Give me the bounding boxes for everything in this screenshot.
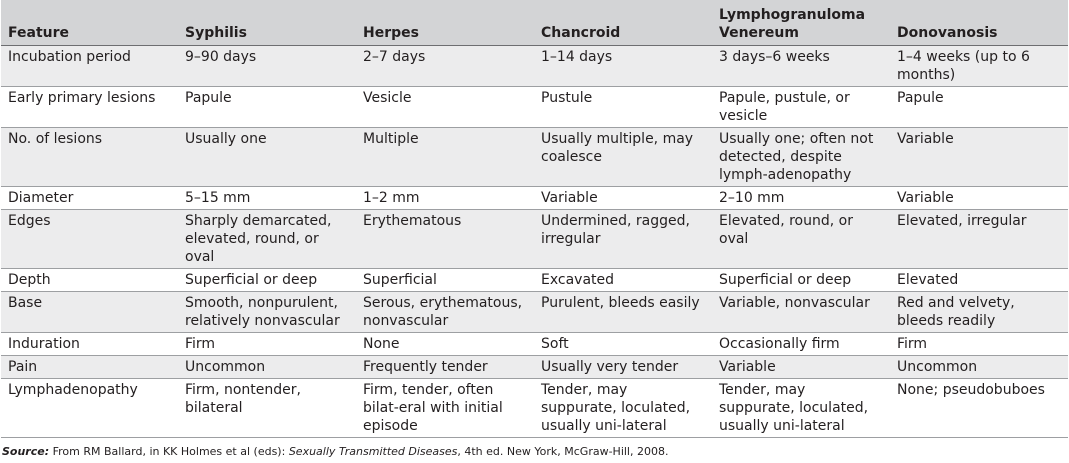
table-cell: Red and velvety, bleeds readily bbox=[890, 292, 1068, 333]
table-row bbox=[1, 187, 1068, 210]
table-cell: Lymphadenopathy bbox=[1, 379, 178, 438]
table-cell: Multiple bbox=[356, 128, 534, 187]
table-cell: 1–4 weeks (up to 6 months) bbox=[890, 46, 1068, 87]
table-cell: Pain bbox=[1, 356, 178, 379]
table-header bbox=[1, 0, 1068, 46]
table-row bbox=[1, 46, 1068, 87]
table-cell: 5–15 mm bbox=[178, 187, 356, 210]
source-book-title: Sexually Transmitted Diseases bbox=[288, 445, 458, 458]
table-cell: Tender, may suppurate, loculated, usually uni-lateral bbox=[712, 379, 890, 438]
table-cell: Usually multiple, may coalesce bbox=[534, 128, 712, 187]
table-row bbox=[1, 333, 1068, 356]
header-herpes: Herpes bbox=[356, 0, 534, 46]
table-cell: Variable bbox=[890, 128, 1068, 187]
table-cell: Firm, nontender, bilateral bbox=[178, 379, 356, 438]
table-cell: Serous, erythematous, nonvascular bbox=[356, 292, 534, 333]
table-cell: Smooth, nonpurulent, relatively nonvascular bbox=[178, 292, 356, 333]
header-chancroid: Chancroid bbox=[534, 0, 712, 46]
table-cell: Papule, pustule, or vesicle bbox=[712, 87, 890, 128]
table-cell: None bbox=[356, 333, 534, 356]
table-cell: Variable bbox=[890, 187, 1068, 210]
table-cell: Erythematous bbox=[356, 210, 534, 269]
table-cell: Depth bbox=[1, 269, 178, 292]
table-cell: Diameter bbox=[1, 187, 178, 210]
header-lymphogranuloma-venereum: Lymphogranuloma Venereum bbox=[712, 0, 890, 46]
table-body bbox=[1, 46, 1068, 438]
table-cell: Uncommon bbox=[178, 356, 356, 379]
table-cell: Base bbox=[1, 292, 178, 333]
table-cell: Usually very tender bbox=[534, 356, 712, 379]
table-cell: Firm bbox=[890, 333, 1068, 356]
table-cell: Soft bbox=[534, 333, 712, 356]
table-cell: Vesicle bbox=[356, 87, 534, 128]
source-text-after: , 4th ed. New York, McGraw-Hill, 2008. bbox=[457, 445, 669, 458]
table-cell: Papule bbox=[178, 87, 356, 128]
table-cell: Purulent, bleeds easily bbox=[534, 292, 712, 333]
table-cell: None; pseudobuboes bbox=[890, 379, 1068, 438]
source-note bbox=[2, 445, 668, 459]
table-cell: Superficial bbox=[356, 269, 534, 292]
table-cell: Papule bbox=[890, 87, 1068, 128]
source-label: Source: bbox=[2, 445, 50, 458]
table-cell: Early primary lesions bbox=[1, 87, 178, 128]
table-cell: Usually one bbox=[178, 128, 356, 187]
table-cell: Variable bbox=[712, 356, 890, 379]
table-cell: 2–7 days bbox=[356, 46, 534, 87]
table-cell: Superficial or deep bbox=[178, 269, 356, 292]
table-cell: Usually one; often not detected, despite lymph-adenopathy bbox=[712, 128, 890, 187]
table-row bbox=[1, 210, 1068, 269]
table-cell: Elevated, round, or oval bbox=[712, 210, 890, 269]
header-syphilis: Syphilis bbox=[178, 0, 356, 46]
table-cell: Elevated bbox=[890, 269, 1068, 292]
table-cell: Variable bbox=[534, 187, 712, 210]
table-cell: 1–14 days bbox=[534, 46, 712, 87]
table-cell: 2–10 mm bbox=[712, 187, 890, 210]
table-cell: 1–2 mm bbox=[356, 187, 534, 210]
header-row bbox=[1, 0, 1068, 46]
table-row bbox=[1, 379, 1068, 438]
comparison-table bbox=[1, 0, 1068, 438]
table-cell: Induration bbox=[1, 333, 178, 356]
table-cell: Variable, nonvascular bbox=[712, 292, 890, 333]
table-cell: Elevated, irregular bbox=[890, 210, 1068, 269]
table-cell: Uncommon bbox=[890, 356, 1068, 379]
table-cell: 3 days–6 weeks bbox=[712, 46, 890, 87]
table-cell: Firm bbox=[178, 333, 356, 356]
table-cell: Firm, tender, often bilat-eral with initial episode bbox=[356, 379, 534, 438]
header-donovanosis: Donovanosis bbox=[890, 0, 1068, 46]
table-cell: Undermined, ragged, irregular bbox=[534, 210, 712, 269]
table-row bbox=[1, 292, 1068, 333]
table-row bbox=[1, 356, 1068, 379]
table-cell: Frequently tender bbox=[356, 356, 534, 379]
table-cell: 9–90 days bbox=[178, 46, 356, 87]
table-cell: Superficial or deep bbox=[712, 269, 890, 292]
table-cell: Occasionally firm bbox=[712, 333, 890, 356]
table-cell: Sharply demarcated, elevated, round, or oval bbox=[178, 210, 356, 269]
source-text-before: From RM Ballard, in KK Holmes et al (eds): bbox=[49, 445, 289, 458]
table-row bbox=[1, 87, 1068, 128]
table-cell: Excavated bbox=[534, 269, 712, 292]
table-cell: No. of lesions bbox=[1, 128, 178, 187]
table-cell: Tender, may suppurate, loculated, usually uni-lateral bbox=[534, 379, 712, 438]
header-feature: Feature bbox=[1, 0, 178, 46]
table-row bbox=[1, 269, 1068, 292]
table-row bbox=[1, 128, 1068, 187]
table-cell: Pustule bbox=[534, 87, 712, 128]
table-cell: Incubation period bbox=[1, 46, 178, 87]
table-cell: Edges bbox=[1, 210, 178, 269]
